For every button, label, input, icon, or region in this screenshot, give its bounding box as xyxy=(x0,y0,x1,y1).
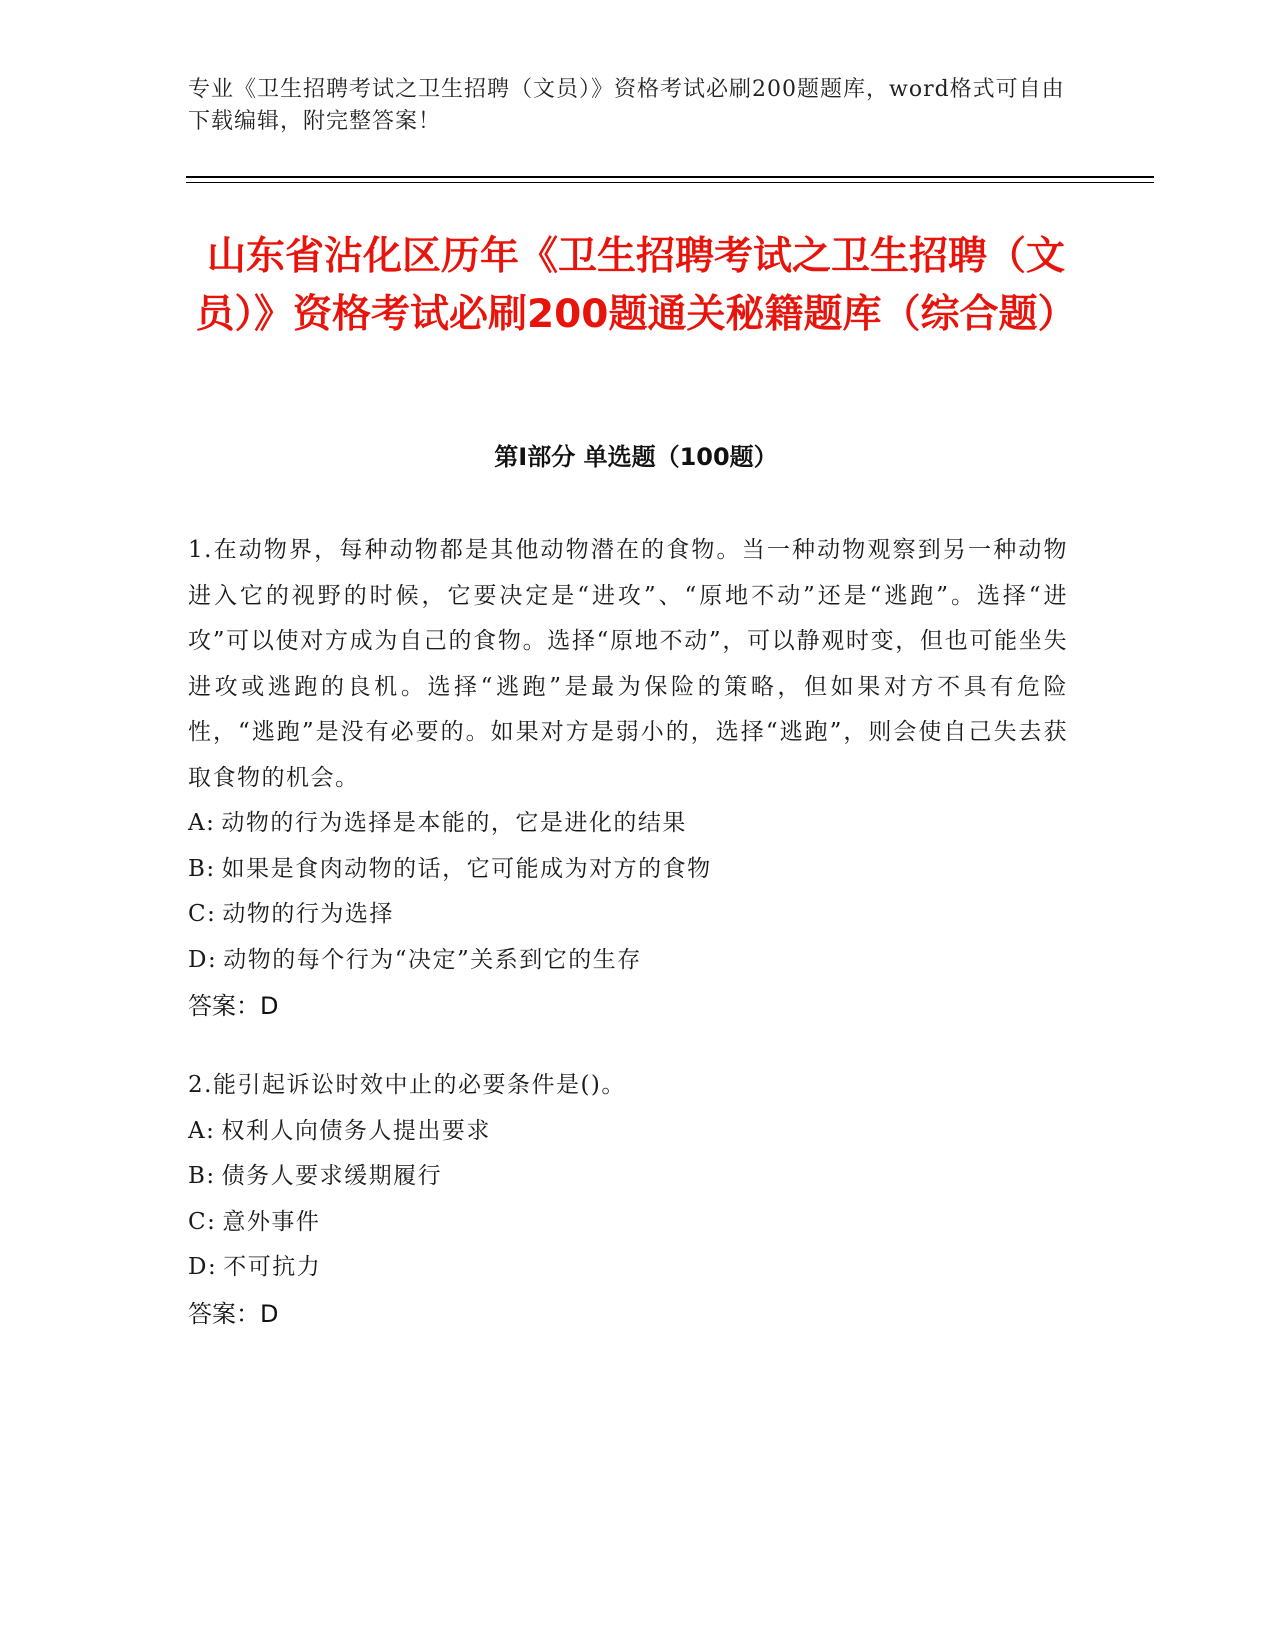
question-1 xyxy=(188,528,1068,1029)
option-letter: A: xyxy=(188,810,216,836)
answer: 答案：D xyxy=(188,992,279,1020)
question-stem: 2.能引起诉讼时效中止的必要条件是()。 xyxy=(188,1072,626,1098)
header-rule-thick xyxy=(186,176,1154,178)
header-rule-thin xyxy=(186,182,1154,183)
option-text: 权利人向债务人提出要求 xyxy=(221,1117,491,1144)
option-c xyxy=(188,892,1068,938)
option-letter: D: xyxy=(188,1254,218,1280)
option-b xyxy=(188,847,1068,893)
question-list xyxy=(188,528,1068,1371)
option-text: 动物的行为选择 xyxy=(222,901,394,927)
option-d xyxy=(188,938,1068,984)
section-title: 第Ⅰ部分 单选题（100题） xyxy=(494,443,778,471)
option-a xyxy=(188,1109,1068,1155)
option-text: 债务人要求缓期履行 xyxy=(221,1163,443,1189)
question-stem: 1.在动物界，每种动物都是其他动物潜在的食物。当一种动物观察到另一种动物进入它的视野的时候，它要决定是“进攻”、“原地不动”还是“逃跑”。选择“进攻”可以使对方成为自己的食物。选择“原地不动”，可以静观时变，但也可能坐失进攻或逃跑的良机。选择“逃跑”是最为保险的策略，但如果对方不具有危险性，“逃跑”是没有必要的。如果对方是弱小的，选择“逃跑”，则会使自己失去获取食物的机会。 xyxy=(188,537,1068,791)
option-letter: C: xyxy=(188,1208,217,1235)
question-2 xyxy=(188,1063,1068,1337)
option-letter: B: xyxy=(188,855,216,882)
option-b xyxy=(188,1154,1068,1200)
option-d xyxy=(188,1245,1068,1291)
option-letter: B: xyxy=(188,1163,216,1189)
answer: 答案：D xyxy=(188,1299,279,1328)
header-note: 专业《卫生招聘考试之卫生招聘（文员）》资格考试必刷200题题库，word格式可自由下载编辑，附完整答案！ xyxy=(188,77,1065,134)
option-letter: A: xyxy=(188,1117,216,1144)
option-text: 意外事件 xyxy=(222,1208,321,1235)
option-text: 如果是食肉动物的话，它可能成为对方的食物 xyxy=(221,855,712,882)
option-letter: C: xyxy=(188,901,217,927)
document-title: 山东省沾化区历年《卫生招聘考试之卫生招聘（文员）》资格考试必刷200题通关秘籍题库（综合题） xyxy=(195,234,1077,337)
option-a xyxy=(188,801,1068,847)
option-c xyxy=(188,1200,1068,1246)
option-letter: D: xyxy=(188,946,218,973)
option-text: 不可抗力 xyxy=(223,1254,322,1280)
option-text: 动物的每个行为“决定”关系到它的生存 xyxy=(223,946,642,973)
option-text: 动物的行为选择是本能的，它是进化的结果 xyxy=(221,810,687,836)
